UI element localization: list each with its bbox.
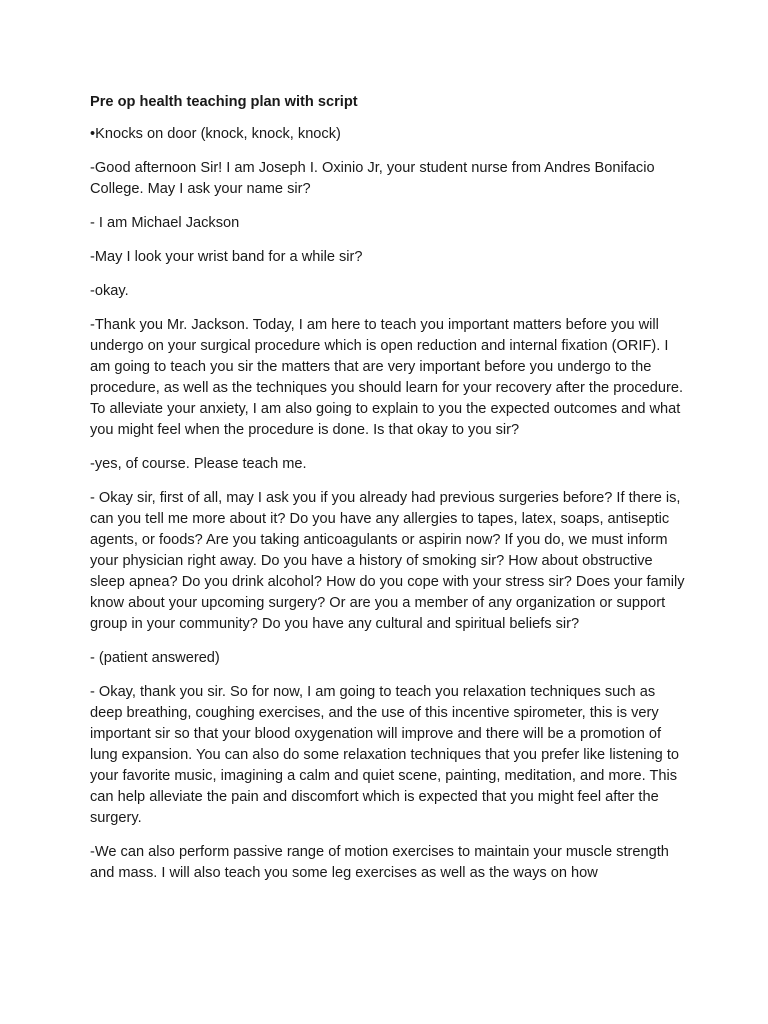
paragraph: -May I look your wrist band for a while sir?	[90, 249, 363, 265]
paragraph: - Okay, thank you sir. So for now, I am going to teach you relaxation techniques such as deep breathing, coughing exercises, and the use of this incentive spirometer, this is very important sir so that your blood oxygenation will improve and there will be a promotion of lung expansion. You can also do some relaxation techniques that you prefer like listening to your favorite music, imagining a calm and quiet scene, painting, meditation, and more. This can help alleviate the pain and discomfort which is expected that you might feel after the surgery.	[90, 684, 680, 826]
paragraph: - I am Michael Jackson	[90, 215, 240, 231]
paragraph: -We can also perform passive range of motion exercises to maintain your muscle strength and mass. I will also teach you some leg exercises as well as the ways on how	[90, 844, 669, 881]
paragraph: -okay.	[90, 283, 129, 299]
paragraph: - Okay sir, first of all, may I ask you if you already had previous surgeries before? If there is, can you tell me more about it? Do you have any allergies to tapes, latex, soaps, antiseptic agents, or foods? Are you taking anticoagulants or aspirin now? If you do, we must inform your physician right away. Do you have a history of smoking sir? How about obstructive sleep apnea? Do you drink alcohol? How do you cope with your stress sir? Does your family know about your upcoming surgery? Or are you a member of any organization or support group in your community? Do you have any cultural and spiritual beliefs sir?	[90, 490, 685, 632]
paragraph: -yes, of course. Please teach me.	[90, 456, 307, 472]
document-body	[90, 92, 688, 897]
paragraph: - (patient answered)	[90, 650, 220, 666]
paragraph: -Good afternoon Sir! I am Joseph I. Oxinio Jr, your student nurse from Andres Bonifacio College. May I ask your name sir?	[90, 160, 655, 197]
paragraph: •Knocks on door (knock, knock, knock)	[90, 126, 341, 142]
document-title: Pre op health teaching plan with script	[90, 94, 358, 110]
paragraph: -Thank you Mr. Jackson. Today, I am here to teach you important matters before you will undergo on your surgical procedure which is open reduction and internal fixation (ORIF). I am going to teach you sir the matters that are very important before you undergo to the procedure, as well as the techniques you should learn for your recovery after the procedure. To alleviate your anxiety, I am also going to explain to you the expected outcomes and what you might feel when the procedure is done. Is that okay to you sir?	[90, 317, 683, 438]
